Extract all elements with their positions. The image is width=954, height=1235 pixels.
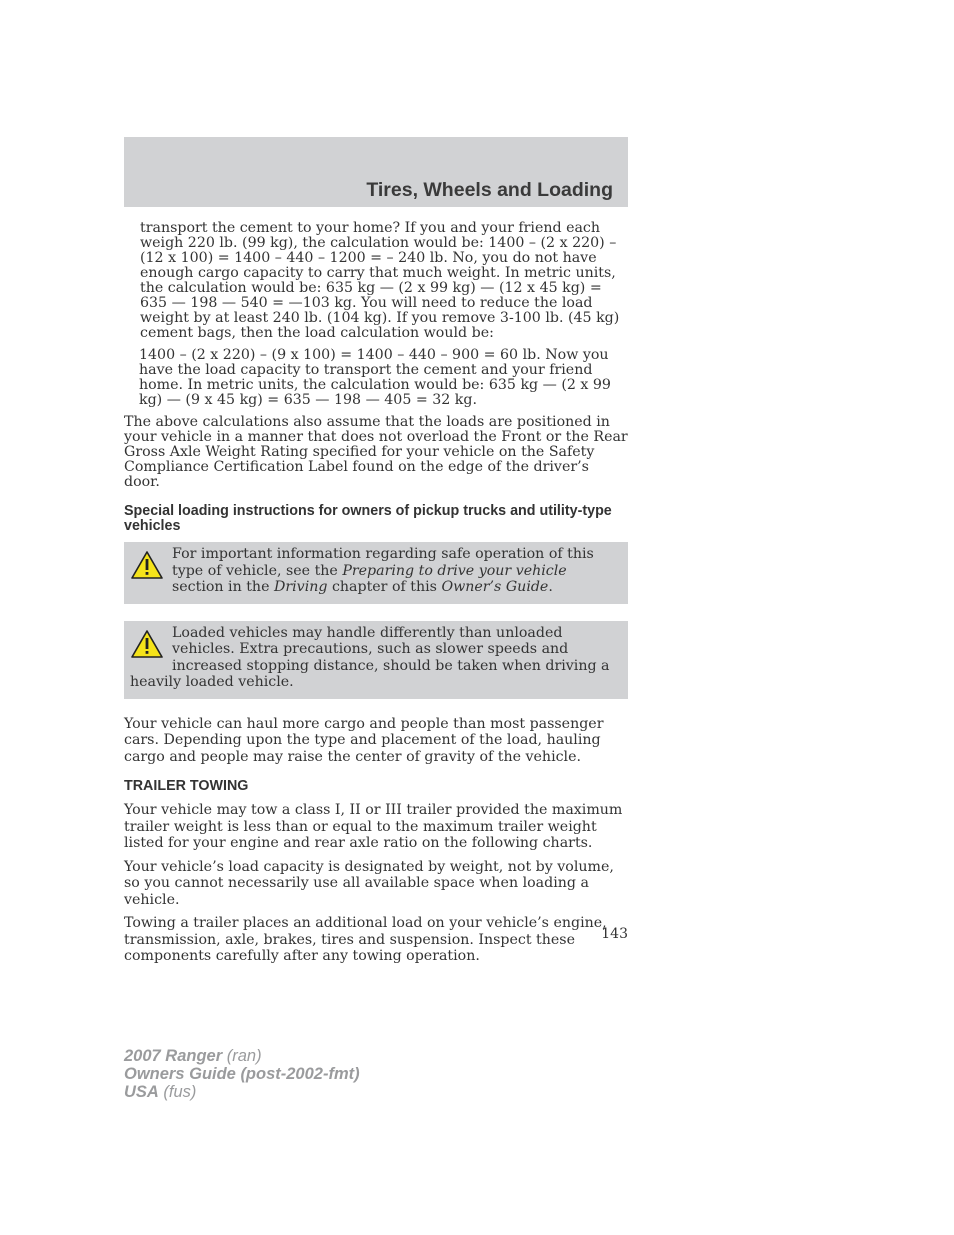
footer-document-info: [124, 1047, 360, 1101]
warning-box-safe-operation: [124, 542, 628, 604]
subheading-special-loading: Special loading instructions for owners of pickup trucks and utility-type vehicles: [124, 503, 612, 534]
warning-text: Loaded vehicles may handle differently than unloaded vehicles. Extra precautions, such as slower speeds and increased stopping distance, should be taken when driving a heavily loaded vehicle.: [130, 624, 610, 690]
paragraph-towing-load: Towing a trailer places an additional load on your vehicle’s engine, transmission, axle, brakes, tires and suspension. Inspect these components carefully after any towing operation.: [124, 915, 607, 964]
section-header-title: Tires, Wheels and Loading: [366, 179, 613, 201]
footer-line-region: USA (fus): [124, 1083, 197, 1101]
page-number: 143: [601, 926, 628, 942]
section-title-trailer-towing: TRAILER TOWING: [124, 778, 249, 794]
footer-line-guide: Owners Guide (post-2002-fmt): [124, 1065, 360, 1083]
header-band: [124, 137, 628, 207]
warning-triangle-icon: [130, 550, 164, 580]
paragraph-calc-assumption: The above calculations also assume that the loads are positioned in your vehicle in a manner that does not overload the Front or the Rear Gross Axle Weight Rating specified for your vehicle on the Safety Compliance Certification Label found on the edge of the driver’s door.: [124, 414, 628, 490]
paragraph-cement-calc-2: 1400 – (2 x 220) – (9 x 100) = 1400 – 440 – 900 = 60 lb. Now you have the load capacity to transport the cement and your friend home. In metric units, the calculation would be: 635 kg — (2 x 99 kg) — (9 x 45 kg) = 635 — 198 — 405 = 32 kg.: [139, 347, 611, 408]
warning-box-loaded-handling: [124, 621, 628, 699]
paragraph-cement-calc-1: transport the cement to your home? If you and your friend each weigh 220 lb. (99 kg), the calculation would be: 1400 – (2 x 220) – (12 x 100) = 1400 – 440 – 1200 = – 240 lb. No, you do not have enough cargo capacity to carry that much weight. In metric units, the calculation would be: 635 kg — (2 x 99 kg) — (12 x 45 kg) = 635 — 198 — 540 = —103 kg. You will need to reduce the load weight by at least 240 lb. (104 kg). If you remove 3-100 lb. (45 kg) cement bags, then the load calculation would be:: [140, 220, 620, 341]
paragraph-trailer-class: Your vehicle may tow a class I, II or III trailer provided the maximum trailer weight is less than or equal to the maximum trailer weight listed for your engine and rear axle ratio on the following charts.: [124, 802, 623, 851]
paragraph-load-capacity: Your vehicle’s load capacity is designated by weight, not by volume, so you cannot necessarily use all available space when loading a vehicle.: [124, 858, 614, 908]
footer-line-model: 2007 Ranger (ran): [124, 1047, 262, 1065]
warning-triangle-icon: [130, 629, 164, 659]
paragraph-haul-cargo: Your vehicle can haul more cargo and people than most passenger cars. Depending upon the type and placement of the load, hauling cargo and people may raise the center of gravity of the vehicle.: [124, 715, 604, 765]
warning-text: For important information regarding safe operation of this type of vehicle, see the Preparing to drive your vehicle section in the Driving chapter of this Owner’s Guide.: [172, 546, 594, 595]
page-content: [124, 221, 628, 972]
